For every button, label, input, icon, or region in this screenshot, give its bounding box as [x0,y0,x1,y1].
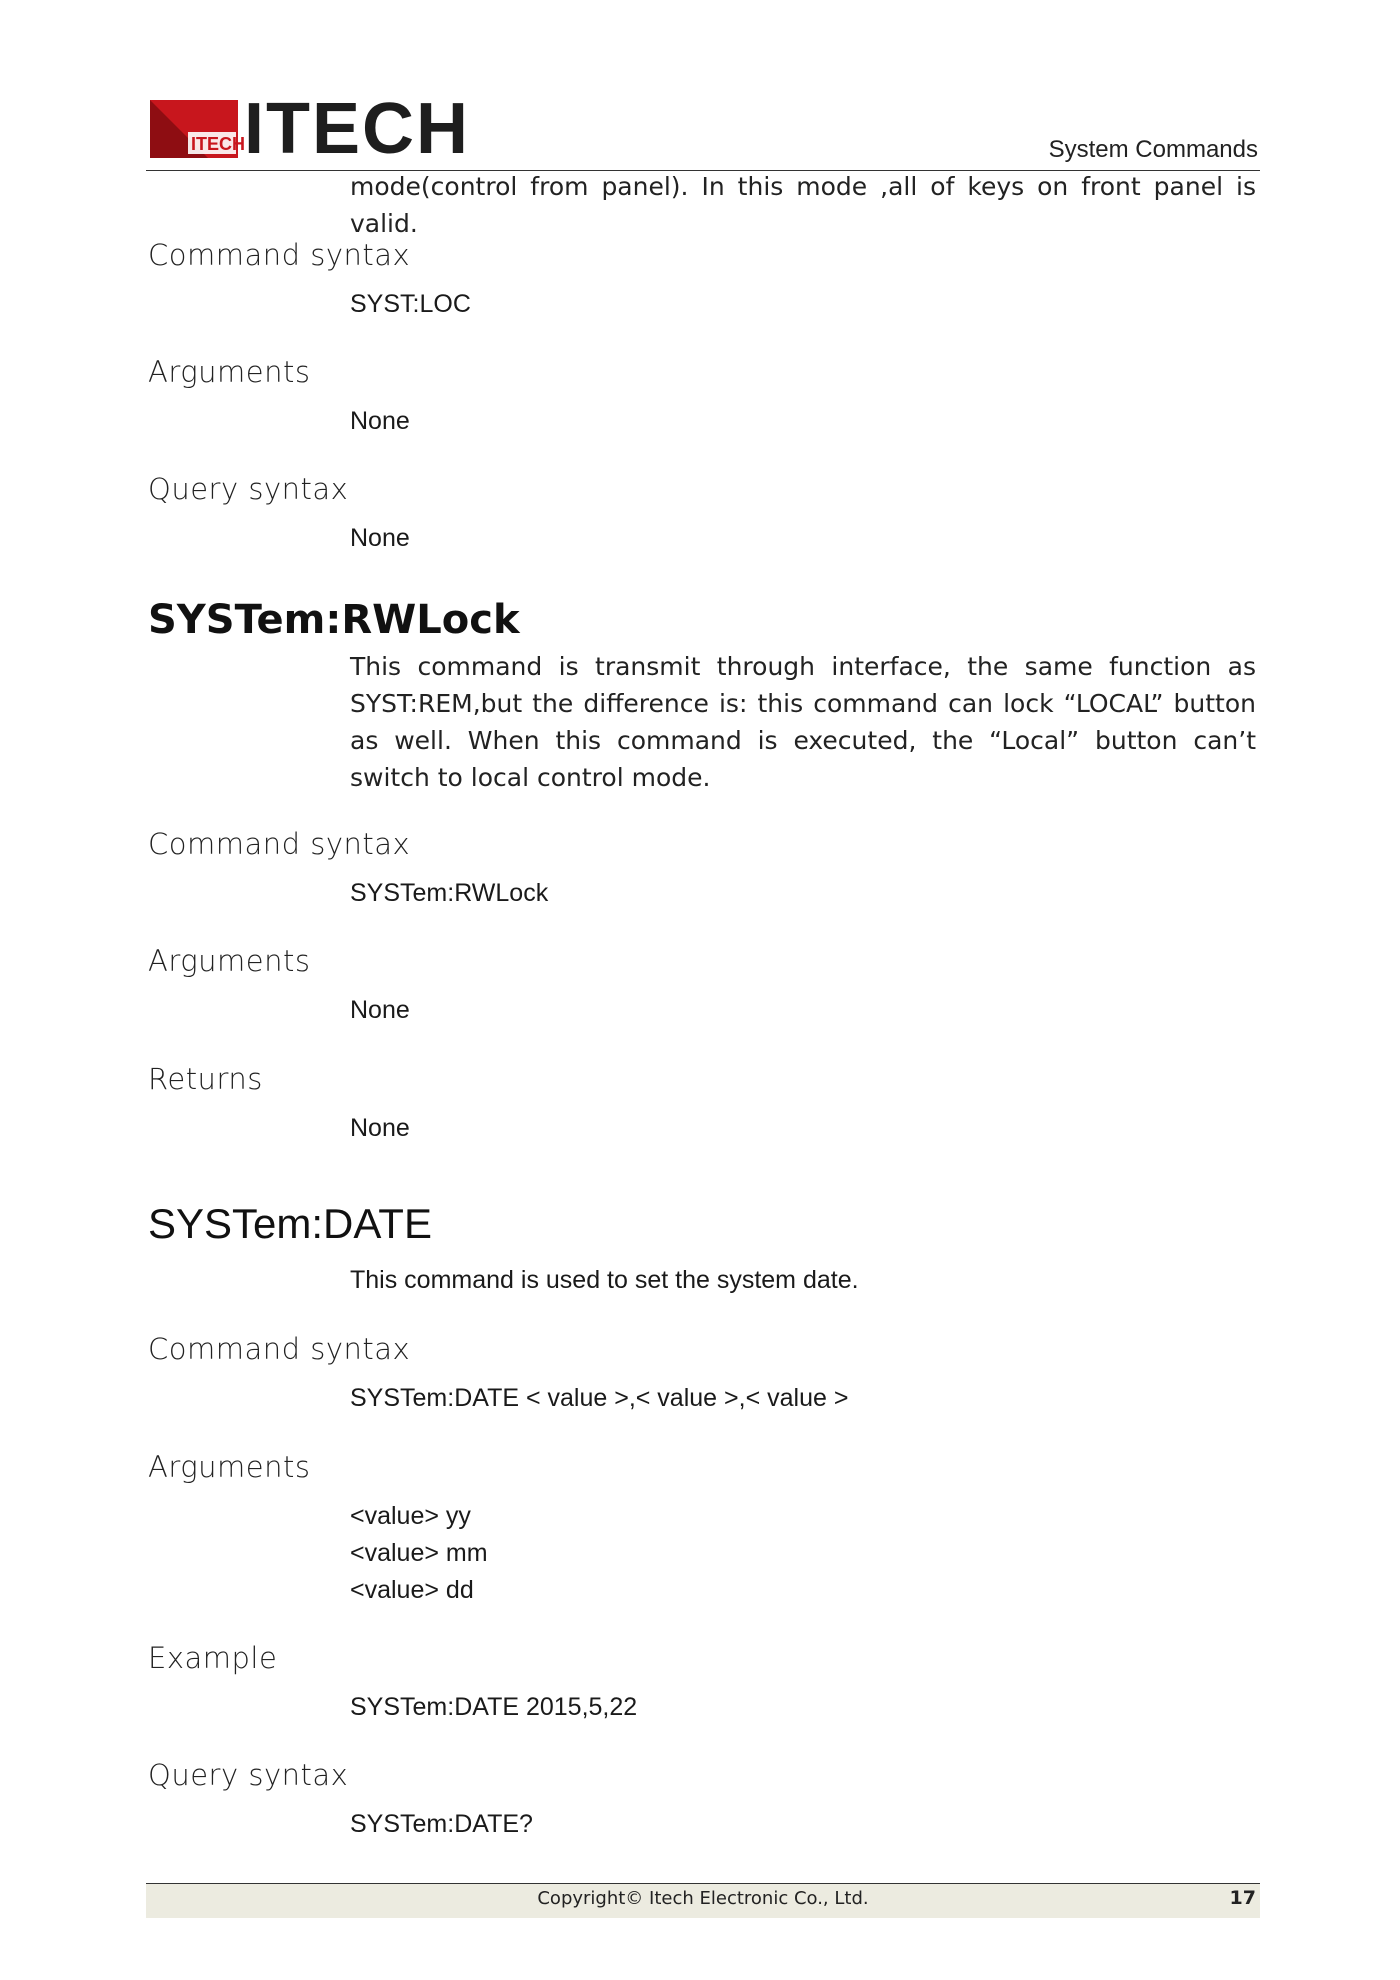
arguments-label: Arguments [148,944,311,978]
date-description: This command is used to set the system date. [350,1266,859,1294]
command-syntax-value: SYSTem:RWLock [350,879,549,907]
arguments-value: None [350,407,410,435]
date-heading: SYSTem:DATE [148,1200,432,1247]
copyright-text: Copyright© Itech Electronic Co., Ltd. [537,1888,869,1909]
rwlock-description: This command is transmit through interface, the same function as SYST:REM,but the difference is: this command can lock “LOCAL” button as well. When this command is executed, the “Local” button can’t switch to local control mode. [350,652,1256,792]
rwlock-heading: SYSTem:RWLock [148,597,520,643]
page-header [146,89,1260,171]
page-footer [146,1883,1260,1918]
logo-badge-icon [150,100,245,158]
itech-logo [150,89,470,169]
intro-paragraph: mode(control from panel). In this mode ,all of keys on front panel is valid. [350,172,1256,238]
arguments-value: None [350,996,410,1024]
arguments-label: Arguments [148,1450,311,1484]
argument-value-mm: <value> mm [350,1539,488,1567]
query-syntax-value: SYSTem:DATE? [350,1810,533,1838]
arguments-label: Arguments [148,355,311,389]
command-syntax-label: Command syntax [148,1332,411,1366]
command-syntax-label: Command syntax [148,238,411,272]
header-section-title: System Commands [1048,136,1258,163]
example-label: Example [148,1641,278,1675]
command-syntax-value: SYSTem:DATE < value >,< value >,< value > [350,1384,849,1412]
command-syntax-label: Command syntax [148,827,411,861]
argument-value-yy: <value> yy [350,1502,471,1530]
returns-label: Returns [148,1062,263,1096]
example-value: SYSTem:DATE 2015,5,22 [350,1693,638,1721]
argument-value-dd: <value> dd [350,1576,474,1604]
command-syntax-value: SYST:LOC [350,290,471,318]
logo-wordmark: ITECH [244,89,470,169]
page-number: 17 [1229,1887,1256,1909]
query-syntax-value: None [350,524,410,552]
query-syntax-label: Query syntax [148,472,349,506]
returns-value: None [350,1114,410,1142]
query-syntax-label: Query syntax [148,1758,349,1792]
svg-text:ITECH: ITECH [191,134,245,154]
